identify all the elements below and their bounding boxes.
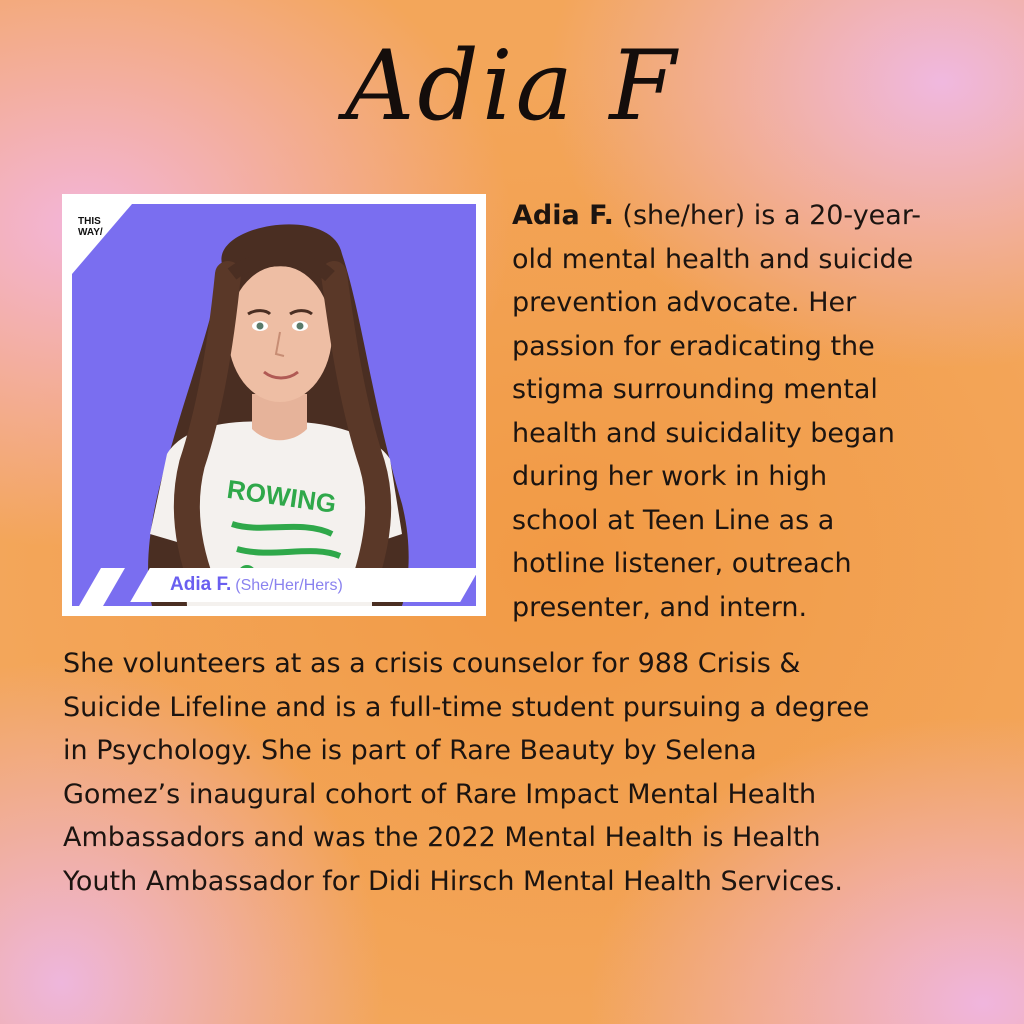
bio-lead-name: Adia F. [512,200,614,231]
bio-line: presenter, and intern. [512,591,808,623]
this-way-logo [78,216,103,238]
bio-line: prevention advocate. Her [512,287,857,318]
photo-pronouns: (She/Her/Hers) [235,577,343,594]
bio-line: old mental health and suicide [512,243,914,275]
photo-name: Adia F. [170,574,232,595]
bio-line: Ambassadors and was the 2022 Mental Health is Health [63,822,821,853]
bio-line: health and suicidality began [512,417,895,449]
profile-photo-card [62,194,486,616]
bio-line: She volunteers at as a crisis counselor for 988 Crisis & [63,648,801,679]
logo-line-2: WAY/ [78,227,103,238]
bio-line: school at Teen Line as a [512,504,835,536]
bio-line: Gomez’s inaugural cohort of Rare Impact Mental Health [63,778,817,810]
bio-line: hotline listener, outreach [512,548,852,579]
bio-line: in Psychology. She is part of Rare Beauty by Selena [63,735,757,766]
shirt-graphic-text: ROWING [225,473,339,519]
logo-line-1: THIS [78,216,101,227]
photo-name-label [170,574,343,596]
bio-paragraph-1 [512,194,992,629]
bio-line: passion for eradicating the [512,330,875,362]
bio-line: (she/her) is a 20-year- [613,200,921,231]
bio-line: Youth Ambassador for Didi Hirsch Mental Health Services. [63,865,843,897]
bio-line: during her work in high [512,461,828,492]
bio-paragraph-2 [63,642,983,903]
page-title: Adia F [345,30,679,142]
bio-line: Suicide Lifeline and is a full-time student pursuing a degree [63,691,870,723]
portrait-illustration [72,204,476,606]
profile-photo [72,204,476,606]
corner-cutout [72,204,132,274]
bio-line: stigma surrounding mental [512,374,878,405]
